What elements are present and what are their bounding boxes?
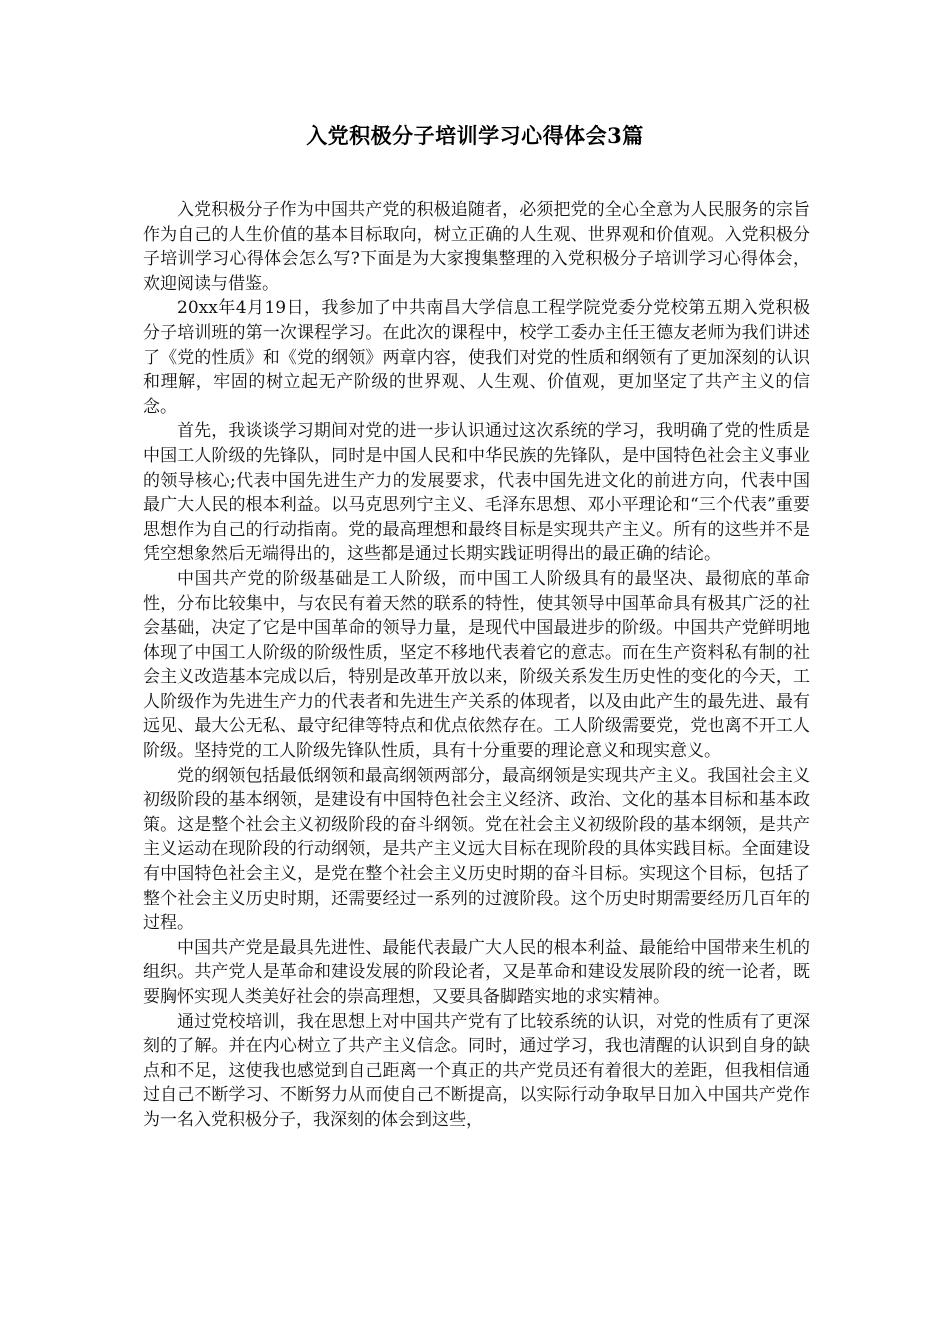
paragraph-date-event: 20xx年4月19日，我参加了中共南昌大学信息工程学院党委分党校第五期入党积极分子培训班的第一次课程学习。在此次的课程中，校学工委办主任王德友老师为我们讲述了《党的性质》和《党的纲领》两章内容，使我们对党的性质和纲领有了更加深刻的认识和理解，牢固的树立起无产阶级的世界观、人生观、价值观，更加坚定了共产主义的信念。 <box>143 298 810 417</box>
paragraph-reflection: 通过党校培训，我在思想上对中国共产党有了比较系统的认识，对党的性质有了更深刻的了解。并在内心树立了共产主义信念。同时，通过学习，我也清醒的认识到自身的缺点和不足，这使我也感觉到自己距离一个真正的共产党员还有着很大的差距，但我相信通过自己不断学习、不断努力从而使自己不断提高，以实际行动争取早日加入中国共产党作为一名入党积极分子，我深刻的体会到这些， <box>143 1011 810 1130</box>
paragraph-intro: 入党积极分子作为中国共产党的积极追随者，必须把党的全心全意为人民服务的宗旨作为自己的人生价值的基本目标取向，树立正确的人生观、世界观和价值观。入党积极分子培训学习心得体会怎么写?下面是为大家搜集整理的入党积极分子培训学习心得体会，欢迎阅读与借鉴。 <box>143 200 810 294</box>
document-title: 入党积极分子培训学习心得体会3篇 <box>306 123 644 148</box>
paragraph-class-basis: 中国共产党的阶级基础是工人阶级，而中国工人阶级具有的最坚决、最彻底的革命性，分布比较集中，与农民有着天然的联系的特性，使其领导中国革命具有极其广泛的社会基础，决定了它是中国革命的领导力量，是现代中国最进步的阶级。中国共产党鲜明地体现了中国工人阶级的阶级性质，坚定不移地代表着它的意志。而在生产资料私有制的社会主义改造基本完成以后，特别是改革开放以来，阶级关系发生历史性的变化的今天，工人阶级作为先进生产力的代表者和先进生产关系的体现者，以及由此产生的最先进、最有远见、最大公无私、最守纪律等特点和优点依然存在。工人阶级需要党，党也离不开工人阶级。坚持党的工人阶级先锋队性质，具有十分重要的理论意义和现实意义。 <box>143 568 810 762</box>
paragraph-party-advanced: 中国共产党是最具先进性、最能代表最广大人民的根本利益、最能给中国带来生机的组织。共产党人是革命和建设发展的阶段论者，又是革命和建设发展阶段的统一论者，既要胸怀实现人类美好社会的崇高理想，又要具备脚踏实地的求实精神。 <box>143 937 810 1007</box>
paragraph-party-program: 党的纲领包括最低纲领和最高纲领两部分，最高纲领是实现共产主义。我国社会主义初级阶段的基本纲领，是建设有中国特色社会主义经济、政治、文化的基本目标和基本政策。这是整个社会主义初级阶段的奋斗纲领。党在社会主义初级阶段的基本纲领，是共产主义运动在现阶段的行动纲领，是共产主义远大目标在现阶段的具体实践目标。全面建设有中国特色社会主义，是党在整个社会主义历史时期的奋斗目标。实现这个目标，包括了整个社会主义历史时期，还需要经过一系列的过渡阶段。这个历史时期需要经历几百年的过程。 <box>143 765 810 934</box>
paragraph-party-nature: 首先，我谈谈学习期间对党的进一步认识通过这次系统的学习，我明确了党的性质是中国工人阶级的先锋队，同时是中国人民和中华民族的先锋队，是中国特色社会主义事业的领导核心;代表中国先进生产力的发展要求，代表中国先进文化的前进方向，代表中国最广大人民的根本利益。以马克思列宁主义、毛泽东思想、邓小平理论和“三个代表”重要思想作为自己的行动指南。党的最高理想和最终目标是实现共产主义。所有的这些并不是凭空想象然后无端得出的，这些都是通过长期实践证明得出的最正确的结论。 <box>143 421 810 565</box>
document-body <box>143 198 810 1133</box>
